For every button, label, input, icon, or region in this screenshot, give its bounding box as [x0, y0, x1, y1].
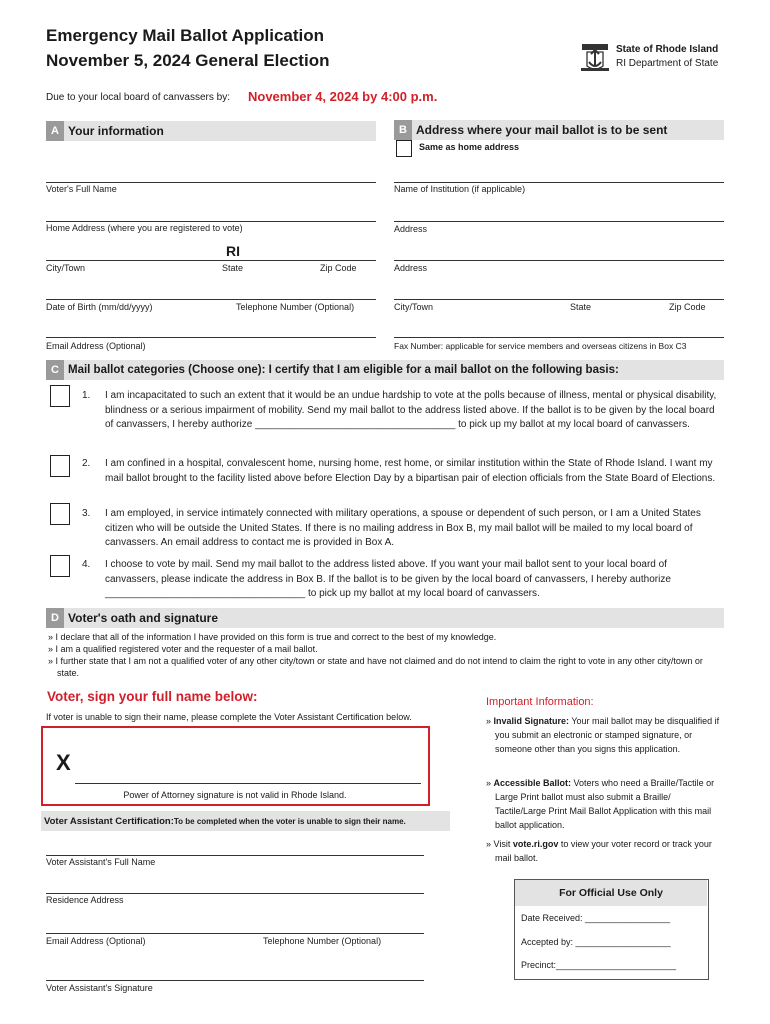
voter-signature-box[interactable] — [41, 726, 430, 806]
oath-3: » I further state that I am not a qualified voter of any other city/town or state and have not claimed and do not intend to claim the right to vote in any other city/town or state. — [48, 656, 703, 678]
assistant-email-label: Email Address (Optional) — [46, 936, 146, 946]
official-use-box — [514, 879, 709, 980]
same-as-home-label: Same as home address — [419, 142, 520, 152]
official-use-title: For Official Use Only — [515, 880, 707, 906]
category-2-number: 2. — [82, 458, 91, 469]
vote-ri-gov-link[interactable]: vote.ri.gov — [512, 839, 559, 849]
category-1-checkbox[interactable] — [50, 385, 70, 407]
institution-line[interactable] — [394, 182, 724, 183]
invalid-signature-text: Your mail ballot may be disqualified if you submit an electronic or stamped signature, or someone other than you signs this application. — [495, 716, 720, 754]
fax-label: Fax Number: applicable for service members and overseas citizens in Box C3 — [394, 341, 687, 351]
category-4-number: 4. — [82, 559, 91, 570]
section-d-header — [46, 608, 724, 628]
visit-prefix: Visit — [493, 839, 513, 849]
section-c-letter: C — [46, 360, 64, 380]
b-city-line[interactable] — [394, 299, 724, 300]
state-seal-icon — [578, 40, 612, 74]
accepted-by-field: Accepted by: ___________________ — [521, 937, 671, 947]
invalid-signature-info: » Invalid Signature: Your mail ballot may be disqualified if you submit an electronic or stamped signature, or someone other than you signs this application. — [486, 716, 720, 754]
due-date: November 4, 2024 by 4:00 p.m. — [248, 89, 438, 104]
b-zip-label: Zip Code — [669, 302, 706, 312]
dob-phone-line[interactable] — [46, 299, 376, 300]
fax-line[interactable] — [394, 337, 724, 338]
assistant-name-label: Voter Assistant's Full Name — [46, 857, 156, 867]
category-4-checkbox[interactable] — [50, 555, 70, 577]
section-a-title: Your information — [68, 124, 164, 138]
visit-suffix: to view your voter record or track your mail ballot. — [495, 839, 712, 863]
accessible-ballot-text: Voters who need a Braille/Tactile or Large Print ballot must also submit a Braille/ Tactile/Large Print Mail Ballot Application with this mail ballot application. — [495, 778, 715, 830]
assistant-phone-label: Telephone Number (Optional) — [263, 936, 382, 946]
category-2-checkbox[interactable] — [50, 455, 70, 477]
address1-line[interactable] — [394, 221, 724, 222]
b-city-label: City/Town — [394, 302, 434, 312]
accessible-ballot-bold: Accessible Ballot: — [493, 778, 572, 788]
form-title: Emergency Mail Ballot Application — [46, 26, 325, 45]
email-label: Email Address (Optional) — [46, 341, 146, 351]
important-heading: Important Information: — [486, 696, 594, 708]
category-3-number: 3. — [82, 508, 91, 519]
section-b-letter: B — [394, 120, 412, 140]
b-state-label: State — [570, 302, 592, 312]
full-name-line[interactable] — [46, 182, 376, 183]
oath-2: » I am a qualified registered voter and the requester of a mail ballot. — [48, 644, 318, 654]
section-c-header — [46, 360, 724, 380]
home-address-line[interactable] — [46, 221, 376, 222]
section-a-header — [46, 121, 376, 141]
assistant-cert-bar — [41, 811, 450, 831]
home-address-label: Home Address (where you are registered to vote) — [46, 223, 243, 233]
signature-line[interactable] — [75, 783, 421, 784]
address2-label: Address — [394, 263, 428, 273]
same-as-home-checkbox[interactable] — [396, 140, 412, 157]
assistant-email-phone-line[interactable] — [46, 933, 424, 934]
due-label: Due to your local board of canvassers by: — [46, 92, 230, 103]
section-d-letter: D — [46, 608, 64, 628]
election-title: November 5, 2024 General Election — [46, 51, 330, 70]
assistant-cert-rest: To be completed when the voter is unable to sign their name. — [173, 816, 406, 826]
category-3-checkbox[interactable] — [50, 503, 70, 525]
email-line[interactable] — [46, 337, 376, 338]
department-name: RI Department of State — [616, 58, 719, 69]
invalid-signature-bold: Invalid Signature: — [493, 716, 570, 726]
assistant-signature-label: Voter Assistant's Signature — [46, 983, 153, 993]
section-d-title: Voter's oath and signature — [68, 611, 218, 625]
residence-label: Residence Address — [46, 895, 124, 905]
section-a-letter: A — [46, 121, 64, 141]
assistant-name-line[interactable] — [46, 855, 424, 856]
date-received-field: Date Received: _________________ — [521, 913, 671, 923]
address1-label: Address — [394, 224, 428, 234]
address2-line[interactable] — [394, 260, 724, 261]
city-state-zip-line[interactable] — [46, 260, 376, 261]
category-1-text: I am incapacitated to such an extent that it would be an undue hardship to vote at the polls because of illness, mental or physical disability, blindness or a serious impairment of mobility. Send my mail ballot to the address listed above. If the ballot is to be given by the local board of canvassers, I hereby authorize ____________________________________ to pick up my ballot at my local board of canvassers. — [105, 390, 717, 430]
dob-label: Date of Birth (mm/dd/yyyy) — [46, 302, 153, 312]
category-3-text: I am employed, in service intimately connected with military operations, a spouse or dependent of such person, or I am a United States citizen who will be outside the United States. If there is no mailing address in Box B, my mail ballot will be mailed to my local board of canvassers. An email address to contact me is provided in Box A. — [105, 508, 701, 548]
state-label: State — [222, 263, 244, 273]
category-2-text: I am confined in a hospital, convalescent home, nursing home, rest home, or similar institution within the State of Rhode Island. I want my mail ballot brought to the facility listed above before Election Day by a bipartisan pair of election officials from the State Board of Elections. — [105, 458, 716, 484]
assistant-cert-bold: Voter Assistant Certification: — [44, 815, 174, 827]
category-4-text: I choose to vote by mail. Send my mail ballot to the address listed above. If you want your mail ballot sent to your local board of canvassers, please indicate the address in Box B. If the ballot is to be given by the local board of canvassers, I hereby authorize ____________________________________ to pick up my ballot at my local board of canvassers. — [105, 559, 671, 599]
oath-1: » I declare that all of the information I have provided on this form is true and correct to the best of my knowledge. — [48, 632, 497, 642]
visit-info: » Visit vote.ri.gov to view your voter record or track your mail ballot. — [486, 839, 712, 863]
accessible-ballot-info: » Accessible Ballot: Voters who need a Braille/Tactile or Large Print ballot must also submit a Braille/ Tactile/Large Print Mail Ballot Application with this mail ballot application. — [486, 778, 715, 830]
category-1-number: 1. — [82, 390, 91, 401]
zip-label: Zip Code — [320, 263, 357, 273]
assistant-signature-line[interactable] — [46, 980, 424, 981]
signature-x-mark: X — [56, 750, 71, 775]
phone-label: Telephone Number (Optional) — [236, 302, 355, 312]
state-value: RI — [226, 243, 240, 259]
full-name-label: Voter's Full Name — [46, 184, 117, 194]
city-label: City/Town — [46, 263, 86, 273]
poa-note: Power of Attorney signature is not valid in Rhode Island. — [123, 790, 347, 800]
unable-to-sign-note: If voter is unable to sign their name, please complete the Voter Assistant Certification below. — [46, 712, 412, 722]
residence-line[interactable] — [46, 893, 424, 894]
section-c-title: Mail ballot categories (Choose one): I certify that I am eligible for a mail ballot on the following basis: — [68, 364, 619, 376]
institution-label: Name of Institution (if applicable) — [394, 184, 526, 194]
sign-heading: Voter, sign your full name below: — [47, 689, 258, 704]
precinct-field: Precinct:________________________ — [521, 960, 677, 970]
state-name: State of Rhode Island — [616, 44, 719, 55]
section-b-header — [394, 120, 724, 140]
section-b-title: Address where your mail ballot is to be sent — [416, 123, 668, 137]
